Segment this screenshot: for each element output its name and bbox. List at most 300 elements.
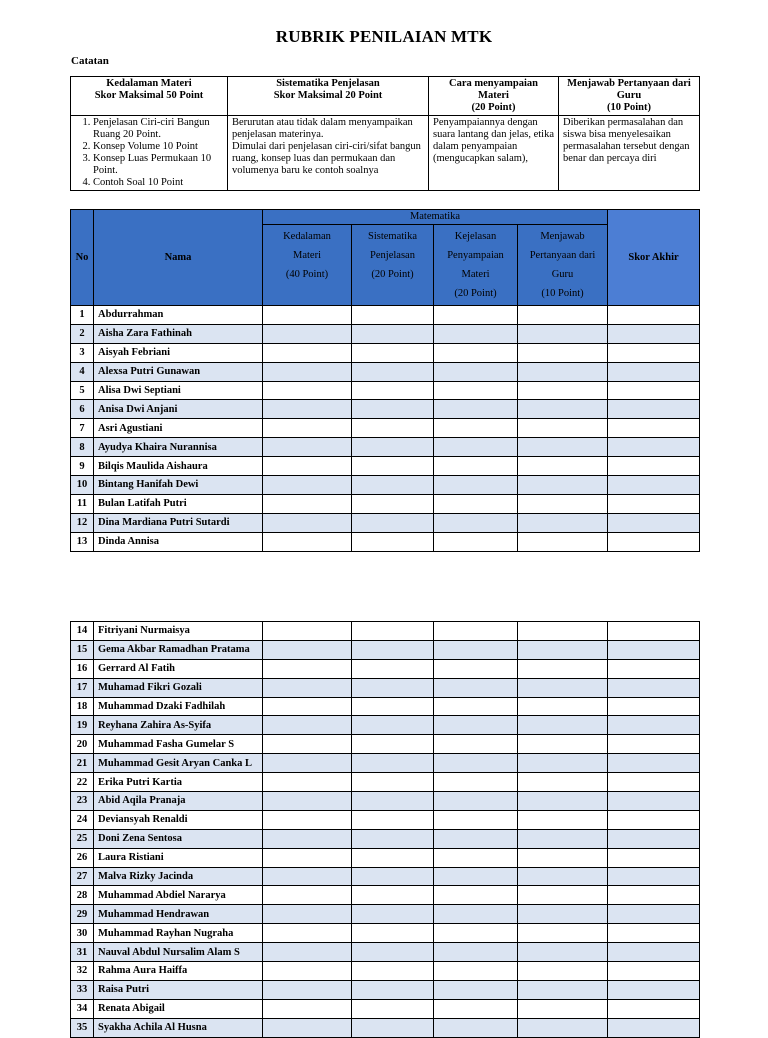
student-name: Fitriyani Nurmaisya: [94, 622, 263, 641]
student-row: [71, 980, 700, 999]
score-menjawab-cell[interactable]: [518, 400, 608, 419]
student-no: 14: [71, 622, 94, 641]
score-sistematika-cell[interactable]: [352, 513, 434, 532]
skor-akhir-cell[interactable]: [608, 716, 700, 735]
student-name: Abid Aqila Pranaja: [94, 792, 263, 811]
score-menjawab-cell[interactable]: [518, 886, 608, 905]
score-kedalaman-cell[interactable]: [263, 829, 352, 848]
score-sistematika-cell[interactable]: [352, 419, 434, 438]
score-kejelasan-cell[interactable]: [434, 848, 518, 867]
score-kedalaman-cell[interactable]: [263, 999, 352, 1018]
skor-akhir-cell[interactable]: [608, 905, 700, 924]
score-sistematika-cell[interactable]: [352, 735, 434, 754]
score-menjawab-cell[interactable]: [518, 716, 608, 735]
rubric-item: 1. Penjelasan Ciri-ciri Bangun Ruang 20 Point.: [93, 117, 223, 141]
score-kedalaman-cell[interactable]: [263, 848, 352, 867]
header-matematika: Matematika: [263, 210, 608, 225]
score-menjawab-cell[interactable]: [518, 306, 608, 325]
student-row: [71, 381, 700, 400]
score-sistematika-cell[interactable]: [352, 980, 434, 999]
score-sistematika-cell[interactable]: [352, 905, 434, 924]
score-sistematika-cell[interactable]: [352, 343, 434, 362]
skor-akhir-cell[interactable]: [608, 792, 700, 811]
score-kedalaman-cell[interactable]: [263, 494, 352, 513]
rubric-item: 3. Konsep Luas Permukaan 10 Point.: [93, 153, 223, 177]
student-row: [71, 999, 700, 1018]
score-sistematika-cell[interactable]: [352, 886, 434, 905]
skor-akhir-cell[interactable]: [608, 532, 700, 551]
score-kejelasan-cell[interactable]: [434, 943, 518, 962]
score-kejelasan-cell[interactable]: [434, 999, 518, 1018]
score-menjawab-cell[interactable]: [518, 924, 608, 943]
skor-akhir-cell[interactable]: [608, 438, 700, 457]
student-row: [71, 640, 700, 659]
score-menjawab-cell[interactable]: [518, 697, 608, 716]
student-name: Muhammad Rayhan Nugraha: [94, 924, 263, 943]
skor-akhir-cell[interactable]: [608, 324, 700, 343]
header-skor-akhir: Skor Akhir: [608, 210, 700, 306]
student-no: 17: [71, 678, 94, 697]
score-kedalaman-cell[interactable]: [263, 773, 352, 792]
score-kejelasan-cell[interactable]: [434, 867, 518, 886]
page-title: RUBRIK PENILAIAN MTK: [275, 27, 493, 46]
skor-akhir-cell[interactable]: [608, 810, 700, 829]
score-kejelasan-cell[interactable]: [434, 381, 518, 400]
student-no: 5: [71, 381, 94, 400]
student-no: 11: [71, 494, 94, 513]
student-name: Aisha Zara Fathinah: [94, 324, 263, 343]
score-sistematika-cell[interactable]: [352, 754, 434, 773]
header-nama: Nama: [94, 210, 263, 306]
header-kejelasan: Kejelasan Penyampaian Materi (20 Point): [434, 225, 518, 306]
student-row: [71, 924, 700, 943]
score-kejelasan-cell[interactable]: [434, 905, 518, 924]
score-kejelasan-cell[interactable]: [434, 962, 518, 981]
skor-akhir-cell[interactable]: [608, 476, 700, 495]
score-sistematika-cell[interactable]: [352, 716, 434, 735]
score-sistematika-cell[interactable]: [352, 924, 434, 943]
score-kedalaman-cell[interactable]: [263, 943, 352, 962]
skor-akhir-cell[interactable]: [608, 980, 700, 999]
skor-akhir-cell[interactable]: [608, 400, 700, 419]
score-sistematika-cell[interactable]: [352, 829, 434, 848]
score-kedalaman-cell[interactable]: [263, 381, 352, 400]
score-kedalaman-cell[interactable]: [263, 419, 352, 438]
student-name: Dina Mardiana Putri Sutardi: [94, 513, 263, 532]
score-menjawab-cell[interactable]: [518, 754, 608, 773]
student-no: 27: [71, 867, 94, 886]
score-kedalaman-cell[interactable]: [263, 532, 352, 551]
skor-akhir-cell[interactable]: [608, 867, 700, 886]
student-no: 31: [71, 943, 94, 962]
student-no: 9: [71, 457, 94, 476]
score-kedalaman-cell[interactable]: [263, 362, 352, 381]
score-sistematika-cell[interactable]: [352, 494, 434, 513]
score-sistematika-cell[interactable]: [352, 532, 434, 551]
header-kedalaman: Kedalaman Materi (40 Point): [263, 225, 352, 306]
header-sistematika: Sistematika Penjelasan (20 Point): [352, 225, 434, 306]
skor-akhir-cell[interactable]: [608, 381, 700, 400]
student-row: [71, 513, 700, 532]
score-menjawab-cell[interactable]: [518, 848, 608, 867]
student-name: Bilqis Maulida Aishaura: [94, 457, 263, 476]
student-no: 22: [71, 773, 94, 792]
score-kejelasan-cell[interactable]: [434, 678, 518, 697]
student-name: Bulan Latifah Putri: [94, 494, 263, 513]
skor-akhir-cell[interactable]: [608, 1018, 700, 1037]
score-kedalaman-cell[interactable]: [263, 457, 352, 476]
student-name: Alexsa Putri Gunawan: [94, 362, 263, 381]
score-sistematika-cell[interactable]: [352, 400, 434, 419]
score-kedalaman-cell[interactable]: [263, 1018, 352, 1037]
score-sistematika-cell[interactable]: [352, 848, 434, 867]
score-kedalaman-cell[interactable]: [263, 306, 352, 325]
student-name: Laura Ristiani: [94, 848, 263, 867]
student-row: [71, 697, 700, 716]
score-kejelasan-cell[interactable]: [434, 697, 518, 716]
rubric-header-menjawab: Menjawab Pertanyaan dari Guru (10 Point): [559, 77, 700, 116]
score-kejelasan-cell[interactable]: [434, 924, 518, 943]
score-menjawab-cell[interactable]: [518, 513, 608, 532]
student-row: [71, 962, 700, 981]
notes-label: Catatan: [71, 55, 109, 67]
score-kedalaman-cell[interactable]: [263, 792, 352, 811]
student-name: Raisa Putri: [94, 980, 263, 999]
score-sistematika-cell[interactable]: [352, 697, 434, 716]
rubric-cara-criteria: Penyampaiannya dengan suara lantang dan jelas, etika dalam penyampaian (mengucapkan salam),: [429, 116, 559, 191]
student-name: Malva Rizky Jacinda: [94, 867, 263, 886]
skor-akhir-cell[interactable]: [608, 962, 700, 981]
student-name: Syakha Achila Al Husna: [94, 1018, 263, 1037]
student-no: 6: [71, 400, 94, 419]
student-row: [71, 792, 700, 811]
score-sistematika-cell[interactable]: [352, 659, 434, 678]
score-kejelasan-cell[interactable]: [434, 773, 518, 792]
score-menjawab-cell[interactable]: [518, 999, 608, 1018]
student-row: [71, 659, 700, 678]
score-kejelasan-cell[interactable]: [434, 735, 518, 754]
score-kejelasan-cell[interactable]: [434, 622, 518, 641]
student-row: [71, 306, 700, 325]
student-row: [71, 400, 700, 419]
student-no: 15: [71, 640, 94, 659]
score-kejelasan-cell[interactable]: [434, 400, 518, 419]
score-kedalaman-cell[interactable]: [263, 476, 352, 495]
student-name: Doni Zena Sentosa: [94, 829, 263, 848]
score-sistematika-cell[interactable]: [352, 640, 434, 659]
student-no: 32: [71, 962, 94, 981]
score-kedalaman-cell[interactable]: [263, 716, 352, 735]
score-menjawab-cell[interactable]: [518, 381, 608, 400]
student-name: Deviansyah Renaldi: [94, 810, 263, 829]
skor-akhir-cell[interactable]: [608, 419, 700, 438]
score-menjawab-cell[interactable]: [518, 324, 608, 343]
student-row: [71, 905, 700, 924]
score-menjawab-cell[interactable]: [518, 532, 608, 551]
score-sistematika-cell[interactable]: [352, 457, 434, 476]
skor-akhir-cell[interactable]: [608, 697, 700, 716]
student-row: [71, 362, 700, 381]
student-name: Rahma Aura Haiffa: [94, 962, 263, 981]
score-sistematika-cell[interactable]: [352, 867, 434, 886]
score-sistematika-cell[interactable]: [352, 306, 434, 325]
skor-akhir-cell[interactable]: [608, 999, 700, 1018]
student-row: [71, 886, 700, 905]
score-kedalaman-cell[interactable]: [263, 697, 352, 716]
student-row: [71, 476, 700, 495]
score-sistematika-cell[interactable]: [352, 622, 434, 641]
student-no: 24: [71, 810, 94, 829]
score-kedalaman-cell[interactable]: [263, 924, 352, 943]
rubric-item: 2. Konsep Volume 10 Point: [93, 141, 223, 153]
student-no: 1: [71, 306, 94, 325]
student-no: 19: [71, 716, 94, 735]
score-menjawab-cell[interactable]: [518, 792, 608, 811]
student-name: Erika Putri Kartia: [94, 773, 263, 792]
skor-akhir-cell[interactable]: [608, 735, 700, 754]
score-kejelasan-cell[interactable]: [434, 659, 518, 678]
student-no: 21: [71, 754, 94, 773]
score-menjawab-cell[interactable]: [518, 494, 608, 513]
student-row: [71, 622, 700, 641]
student-row: [71, 343, 700, 362]
grade-table-page1: [70, 209, 700, 552]
student-name: Gema Akbar Ramadhan Pratama: [94, 640, 263, 659]
student-no: 18: [71, 697, 94, 716]
score-kedalaman-cell[interactable]: [263, 810, 352, 829]
student-row: [71, 829, 700, 848]
score-kejelasan-cell[interactable]: [434, 886, 518, 905]
score-kedalaman-cell[interactable]: [263, 735, 352, 754]
student-row: [71, 532, 700, 551]
score-kejelasan-cell[interactable]: [434, 513, 518, 532]
score-sistematika-cell[interactable]: [352, 962, 434, 981]
score-sistematika-cell[interactable]: [352, 792, 434, 811]
score-kedalaman-cell[interactable]: [263, 867, 352, 886]
student-name: Aisyah Febriani: [94, 343, 263, 362]
score-sistematika-cell[interactable]: [352, 810, 434, 829]
score-menjawab-cell[interactable]: [518, 773, 608, 792]
student-row: [71, 943, 700, 962]
student-no: 20: [71, 735, 94, 754]
score-sistematika-cell[interactable]: [352, 678, 434, 697]
score-menjawab-cell[interactable]: [518, 343, 608, 362]
student-row: [71, 754, 700, 773]
skor-akhir-cell[interactable]: [608, 754, 700, 773]
student-name: Muhammad Fasha Gumelar S: [94, 735, 263, 754]
skor-akhir-cell[interactable]: [608, 622, 700, 641]
score-kedalaman-cell[interactable]: [263, 513, 352, 532]
score-menjawab-cell[interactable]: [518, 622, 608, 641]
score-kejelasan-cell[interactable]: [434, 457, 518, 476]
student-name: Muhammad Hendrawan: [94, 905, 263, 924]
score-kejelasan-cell[interactable]: [434, 343, 518, 362]
student-no: 7: [71, 419, 94, 438]
score-sistematika-cell[interactable]: [352, 438, 434, 457]
score-kedalaman-cell[interactable]: [263, 324, 352, 343]
score-menjawab-cell[interactable]: [518, 735, 608, 754]
score-menjawab-cell[interactable]: [518, 457, 608, 476]
student-no: 23: [71, 792, 94, 811]
score-kejelasan-cell[interactable]: [434, 532, 518, 551]
skor-akhir-cell[interactable]: [608, 640, 700, 659]
student-name: Renata Abigail: [94, 999, 263, 1018]
student-name: Alisa Dwi Septiani: [94, 381, 263, 400]
skor-akhir-cell[interactable]: [608, 494, 700, 513]
student-no: 13: [71, 532, 94, 551]
score-menjawab-cell[interactable]: [518, 1018, 608, 1037]
student-no: 33: [71, 980, 94, 999]
score-sistematika-cell[interactable]: [352, 1018, 434, 1037]
student-name: Nauval Abdul Nursalim Alam S: [94, 943, 263, 962]
skor-akhir-cell[interactable]: [608, 343, 700, 362]
skor-akhir-cell[interactable]: [608, 678, 700, 697]
score-sistematika-cell[interactable]: [352, 476, 434, 495]
rubric-sistematika-criteria: Berurutan atau tidak dalam menyampaikan penjelasan materinya. Dimulai dari penjelasan ciri-ciri/sifat bangun ruang, konsep luas dan permukaan dan volumenya baru ke contoh soalnya: [228, 116, 429, 191]
student-row: [71, 735, 700, 754]
student-name: Asri Agustiani: [94, 419, 263, 438]
score-menjawab-cell[interactable]: [518, 905, 608, 924]
student-no: 8: [71, 438, 94, 457]
score-menjawab-cell[interactable]: [518, 678, 608, 697]
score-menjawab-cell[interactable]: [518, 943, 608, 962]
skor-akhir-cell[interactable]: [608, 848, 700, 867]
student-name: Muhamad Fikri Gozali: [94, 678, 263, 697]
score-menjawab-cell[interactable]: [518, 980, 608, 999]
score-kejelasan-cell[interactable]: [434, 1018, 518, 1037]
student-name: Muhammad Dzaki Fadhilah: [94, 697, 263, 716]
score-kedalaman-cell[interactable]: [263, 659, 352, 678]
student-name: Ayudya Khaira Nurannisa: [94, 438, 263, 457]
student-no: 10: [71, 476, 94, 495]
skor-akhir-cell[interactable]: [608, 306, 700, 325]
rubric-menjawab-criteria: Diberikan permasalahan dan siswa bisa menyelesaikan permasalahan tersebut dengan benar dan percaya diri: [559, 116, 700, 191]
student-row: [71, 716, 700, 735]
skor-akhir-cell[interactable]: [608, 513, 700, 532]
score-menjawab-cell[interactable]: [518, 438, 608, 457]
header-menjawab: Menjawab Pertanyaan dari Guru (10 Point): [518, 225, 608, 306]
score-sistematika-cell[interactable]: [352, 381, 434, 400]
score-kedalaman-cell[interactable]: [263, 400, 352, 419]
score-menjawab-cell[interactable]: [518, 640, 608, 659]
score-kedalaman-cell[interactable]: [263, 678, 352, 697]
score-kejelasan-cell[interactable]: [434, 829, 518, 848]
student-name: Abdurrahman: [94, 306, 263, 325]
score-kejelasan-cell[interactable]: [434, 716, 518, 735]
score-menjawab-cell[interactable]: [518, 419, 608, 438]
student-no: 30: [71, 924, 94, 943]
skor-akhir-cell[interactable]: [608, 362, 700, 381]
student-no: 25: [71, 829, 94, 848]
skor-akhir-cell[interactable]: [608, 773, 700, 792]
score-kedalaman-cell[interactable]: [263, 343, 352, 362]
skor-akhir-cell[interactable]: [608, 829, 700, 848]
score-sistematika-cell[interactable]: [352, 943, 434, 962]
score-kejelasan-cell[interactable]: [434, 494, 518, 513]
rubric-table: [70, 76, 700, 191]
score-sistematika-cell[interactable]: [352, 324, 434, 343]
score-kedalaman-cell[interactable]: [263, 438, 352, 457]
score-kejelasan-cell[interactable]: [434, 324, 518, 343]
score-kedalaman-cell[interactable]: [263, 640, 352, 659]
student-row: [71, 810, 700, 829]
score-sistematika-cell[interactable]: [352, 999, 434, 1018]
student-no: 26: [71, 848, 94, 867]
score-menjawab-cell[interactable]: [518, 867, 608, 886]
student-name: Dinda Annisa: [94, 532, 263, 551]
student-name: Muhammad Abdiel Nararya: [94, 886, 263, 905]
student-no: 2: [71, 324, 94, 343]
student-row: [71, 419, 700, 438]
score-kejelasan-cell[interactable]: [434, 792, 518, 811]
grade-header-row: [71, 210, 700, 225]
score-kejelasan-cell[interactable]: [434, 306, 518, 325]
student-row: [71, 867, 700, 886]
student-no: 3: [71, 343, 94, 362]
student-row: [71, 494, 700, 513]
student-name: Anisa Dwi Anjani: [94, 400, 263, 419]
score-kejelasan-cell[interactable]: [434, 476, 518, 495]
rubric-header-kedalaman: Kedalaman Materi Skor Maksimal 50 Point: [71, 77, 228, 116]
score-kedalaman-cell[interactable]: [263, 622, 352, 641]
score-sistematika-cell[interactable]: [352, 362, 434, 381]
score-kedalaman-cell[interactable]: [263, 886, 352, 905]
skor-akhir-cell[interactable]: [608, 457, 700, 476]
skor-akhir-cell[interactable]: [608, 886, 700, 905]
score-menjawab-cell[interactable]: [518, 476, 608, 495]
score-menjawab-cell[interactable]: [518, 962, 608, 981]
skor-akhir-cell[interactable]: [608, 924, 700, 943]
score-kejelasan-cell[interactable]: [434, 419, 518, 438]
score-menjawab-cell[interactable]: [518, 810, 608, 829]
score-kejelasan-cell[interactable]: [434, 438, 518, 457]
rubric-header-cara: Cara menyampaian Materi (20 Point): [429, 77, 559, 116]
student-name: Bintang Hanifah Dewi: [94, 476, 263, 495]
student-no: 28: [71, 886, 94, 905]
rubric-item: 4. Contoh Soal 10 Point: [93, 177, 223, 189]
student-no: 16: [71, 659, 94, 678]
skor-akhir-cell[interactable]: [608, 943, 700, 962]
student-name: Reyhana Zahira As-Syifa: [94, 716, 263, 735]
header-no: No: [71, 210, 94, 306]
score-kejelasan-cell[interactable]: [434, 754, 518, 773]
student-row: [71, 773, 700, 792]
student-row: [71, 438, 700, 457]
score-kedalaman-cell[interactable]: [263, 962, 352, 981]
score-kejelasan-cell[interactable]: [434, 362, 518, 381]
student-row: [71, 324, 700, 343]
score-menjawab-cell[interactable]: [518, 362, 608, 381]
score-kedalaman-cell[interactable]: [263, 980, 352, 999]
student-name: Muhammad Gesit Aryan Canka L: [94, 754, 263, 773]
student-no: 35: [71, 1018, 94, 1037]
score-menjawab-cell[interactable]: [518, 829, 608, 848]
score-kejelasan-cell[interactable]: [434, 640, 518, 659]
student-row: [71, 457, 700, 476]
student-no: 4: [71, 362, 94, 381]
score-kedalaman-cell[interactable]: [263, 905, 352, 924]
skor-akhir-cell[interactable]: [608, 659, 700, 678]
student-row: [71, 848, 700, 867]
student-row: [71, 678, 700, 697]
score-sistematika-cell[interactable]: [352, 773, 434, 792]
score-kedalaman-cell[interactable]: [263, 754, 352, 773]
rubric-body-row: [71, 116, 700, 191]
score-kejelasan-cell[interactable]: [434, 980, 518, 999]
score-kejelasan-cell[interactable]: [434, 810, 518, 829]
score-menjawab-cell[interactable]: [518, 659, 608, 678]
student-name: Gerrard Al Fatih: [94, 659, 263, 678]
